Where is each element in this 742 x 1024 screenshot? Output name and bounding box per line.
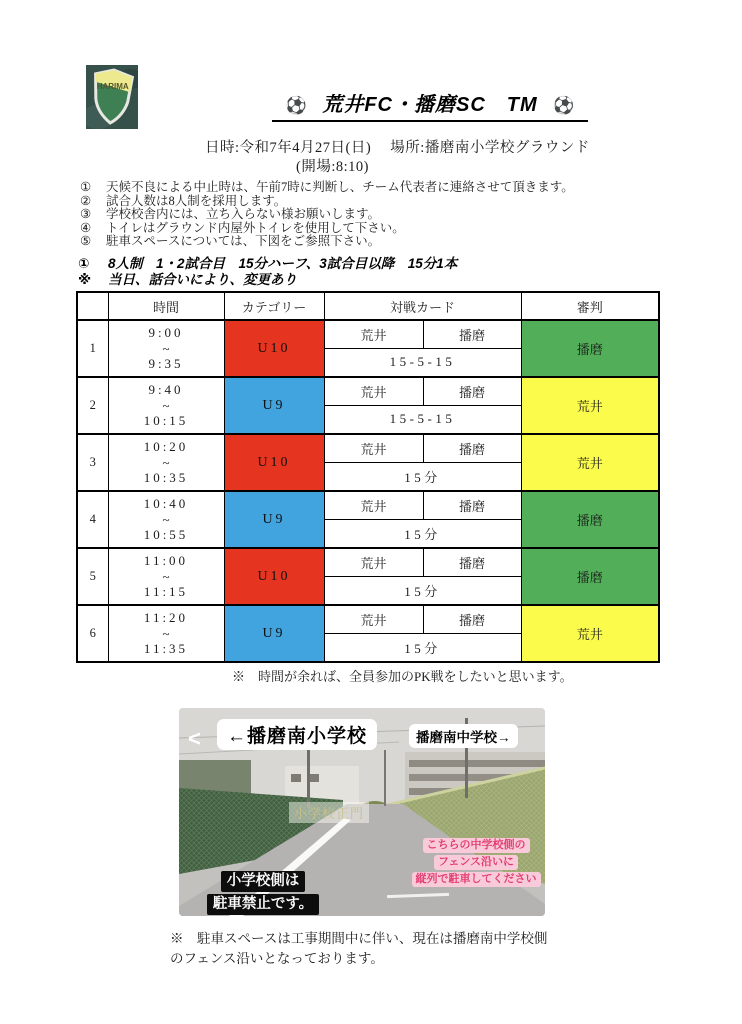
format-line bbox=[78, 256, 457, 272]
note-number: ③ bbox=[80, 207, 92, 222]
away-team: 播磨 bbox=[423, 491, 521, 519]
datetime-line: 日時:令和7年4月27日(日) 場所:播磨南小学校グラウンド bbox=[205, 140, 590, 156]
schedule-table-wrap bbox=[76, 291, 660, 663]
referee-cell: 荒井 bbox=[521, 434, 659, 491]
match-time: 10:40 ~ 10:55 bbox=[108, 491, 224, 548]
table-row bbox=[77, 377, 659, 405]
away-team: 播磨 bbox=[423, 320, 521, 348]
home-team: 荒井 bbox=[324, 377, 423, 405]
table-row bbox=[77, 491, 659, 519]
category-cell: U10 bbox=[224, 434, 324, 491]
table-header-row bbox=[77, 292, 659, 320]
change-line bbox=[78, 272, 457, 288]
match-time: 10:20 ~ 10:35 bbox=[108, 434, 224, 491]
header-time: 時間 bbox=[108, 292, 224, 320]
header-match: 対戦カード bbox=[324, 292, 521, 320]
table-row bbox=[77, 320, 659, 348]
junior-high-school-label: 播磨南中学校→ bbox=[409, 724, 518, 748]
away-team: 播磨 bbox=[423, 605, 521, 633]
no-parking-line: 駐車禁止です。 bbox=[207, 894, 319, 915]
no-parking-label bbox=[203, 870, 323, 916]
bottom-note-line: のフェンス沿いとなっております。 bbox=[170, 951, 384, 966]
note-number: ② bbox=[80, 193, 92, 208]
svg-text:HARIMA: HARIMA bbox=[96, 82, 129, 92]
bottom-note-line: ※ 駐車スペースは工事期間中に伴い、現在は播磨南中学校側 bbox=[170, 931, 548, 946]
home-team: 荒井 bbox=[324, 605, 423, 633]
notes-list bbox=[80, 181, 574, 249]
school-gate-label: 小学校正門 bbox=[289, 802, 369, 823]
category-cell: U10 bbox=[224, 320, 324, 377]
row-number: 1 bbox=[77, 320, 108, 377]
parking-instruction-label bbox=[405, 837, 545, 888]
category-cell: U10 bbox=[224, 548, 324, 605]
home-team: 荒井 bbox=[324, 320, 423, 348]
match-time: 9:00 ~ 9:35 bbox=[108, 320, 224, 377]
match-duration: 15分 bbox=[324, 462, 521, 491]
note-number: ⑤ bbox=[80, 234, 92, 249]
parking-instruction-line: 縦列で駐車してください bbox=[412, 872, 541, 887]
team-logo bbox=[86, 65, 138, 129]
table-row bbox=[77, 548, 659, 576]
note-item bbox=[80, 235, 574, 249]
format-text: 8人制 1・2試合目 15分ハーフ、3試合目以降 15分1本 bbox=[108, 256, 458, 271]
away-team: 播磨 bbox=[423, 434, 521, 462]
note-text: 試合人数は8人制を採用します。 bbox=[106, 193, 287, 208]
pk-note: ※ 時間が余れば、全員参加のPK戦をしたいと思います。 bbox=[232, 669, 573, 684]
note-item bbox=[80, 208, 574, 222]
soccer-ball-icon: ⚽ bbox=[285, 96, 307, 115]
note-text: 学校校舎内には、立ち入らない様お願いします。 bbox=[106, 207, 381, 222]
change-marker: ※ bbox=[78, 271, 92, 287]
change-text: 当日、話合いにより、変更あり bbox=[108, 271, 297, 287]
match-time: 9:40 ~ 10:15 bbox=[108, 377, 224, 434]
no-parking-line: 小学校側は bbox=[221, 871, 306, 892]
match-duration: 15-5-15 bbox=[324, 405, 521, 434]
row-number: 4 bbox=[77, 491, 108, 548]
row-number: 3 bbox=[77, 434, 108, 491]
page-title bbox=[230, 88, 630, 122]
note-item bbox=[80, 181, 574, 195]
elementary-school-label: ←播磨南小学校 bbox=[217, 719, 377, 750]
parking-map-photo bbox=[179, 708, 545, 916]
row-number: 5 bbox=[77, 548, 108, 605]
note-text: 駐車スペースについては、下図をご参照下さい。 bbox=[106, 234, 381, 249]
note-number: ① bbox=[80, 180, 92, 194]
away-team: 播磨 bbox=[423, 377, 521, 405]
note-item bbox=[80, 222, 574, 236]
match-time: 11:00 ~ 11:15 bbox=[108, 548, 224, 605]
title-text: 荒井FC・播磨SC TM bbox=[322, 94, 538, 116]
referee-cell: 播磨 bbox=[521, 320, 659, 377]
match-duration: 15-5-15 bbox=[324, 348, 521, 377]
header-referee: 審判 bbox=[521, 292, 659, 320]
category-cell: U9 bbox=[224, 605, 324, 662]
soccer-ball-icon: ⚽ bbox=[553, 96, 575, 115]
header-category: カテゴリー bbox=[224, 292, 324, 320]
format-number: ① bbox=[78, 256, 90, 271]
format-notes bbox=[78, 256, 457, 287]
match-duration: 15分 bbox=[324, 519, 521, 548]
referee-cell: 播磨 bbox=[521, 491, 659, 548]
match-duration: 15分 bbox=[324, 633, 521, 662]
harima-shield-icon bbox=[86, 65, 138, 129]
match-time: 11:20 ~ 11:35 bbox=[108, 605, 224, 662]
match-duration: 15分 bbox=[324, 576, 521, 605]
home-team: 荒井 bbox=[324, 491, 423, 519]
row-number: 6 bbox=[77, 605, 108, 662]
schedule-table bbox=[76, 291, 660, 663]
parking-instruction-line: フェンス沿いに bbox=[434, 855, 518, 870]
parking-instruction-line: こちらの中学校側の bbox=[423, 838, 530, 853]
table-row bbox=[77, 605, 659, 633]
home-team: 荒井 bbox=[324, 434, 423, 462]
row-number: 2 bbox=[77, 377, 108, 434]
opening-time-line: (開場:8:10) bbox=[296, 159, 369, 175]
category-cell: U9 bbox=[224, 377, 324, 434]
table-row bbox=[77, 434, 659, 462]
header-empty bbox=[77, 292, 108, 320]
note-text: トイレはグラウンド内屋外トイレを使用して下さい。 bbox=[106, 220, 405, 235]
home-team: 荒井 bbox=[324, 548, 423, 576]
referee-cell: 播磨 bbox=[521, 548, 659, 605]
referee-cell: 荒井 bbox=[521, 377, 659, 434]
referee-cell: 荒井 bbox=[521, 605, 659, 662]
parking-bottom-note bbox=[170, 929, 610, 969]
note-text: 天候不良による中止時は、午前7時に判断し、チーム代表者に連絡させて頂きます。 bbox=[106, 180, 574, 194]
category-cell: U9 bbox=[224, 491, 324, 548]
away-team: 播磨 bbox=[423, 548, 521, 576]
note-number: ④ bbox=[80, 220, 92, 235]
back-chevron-icon: < bbox=[188, 726, 201, 751]
